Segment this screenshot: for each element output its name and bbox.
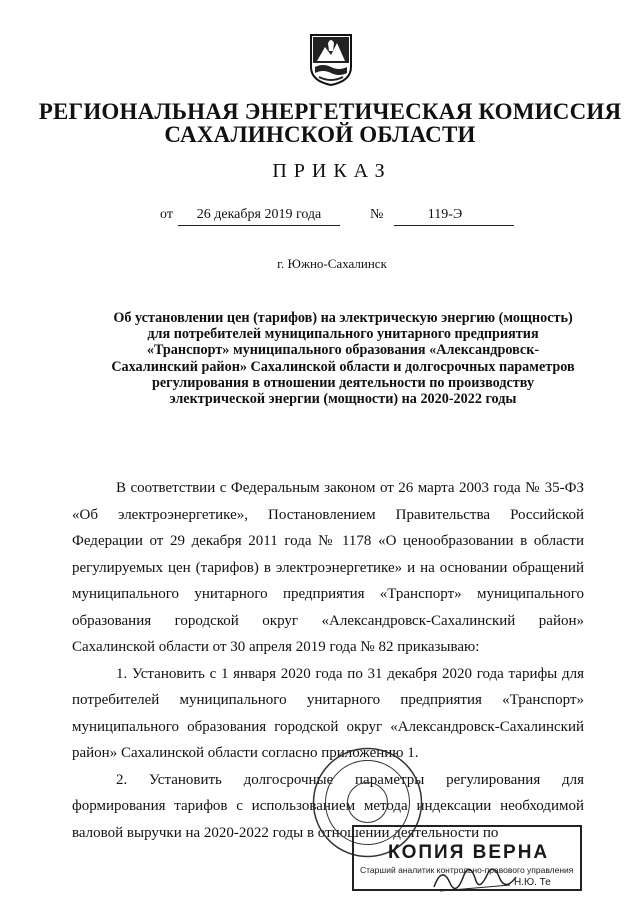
city-line: г. Южно-Сахалинск: [277, 256, 387, 271]
order-number: 119-Э: [427, 207, 463, 222]
signature-icon: [430, 857, 520, 897]
stamp-position: Старший аналитик контрольно-правового управления: [360, 865, 574, 875]
order-date: 26 декабря 2019 года: [196, 207, 322, 222]
date-prefix: от: [160, 207, 173, 222]
document-type-title: ПРИКАЗ: [272, 160, 392, 182]
order-subject: Об установлении цен (тарифов) на электрическую энергию (мощность) для потребителей муниципального унитарного предприятия «Транспорт» муниципального образования «Александровск-Сахалинский район» Сахалинской области и долгосрочных параметров регулирования в отношении деятельности по производству электрической энергии (мощности) на 2020-2022 годы: [111, 310, 575, 408]
coat-of-arms-icon: [309, 33, 353, 87]
paragraph-item-1: 1. Установить с 1 января 2020 года по 31 декабря 2020 года тарифы для потребителей муниципального унитарного предприятия «Транспорт» муниципального образования городской округ «Александровск-Сахалинский район» Сахалинской области согласно приложению 1.: [72, 665, 584, 761]
paragraph-item-2: 2. Установить долгосрочные параметры регулирования для формирования тарифов с использованием метода индексации необходимой валовой выручки на 2020-2022 годы в отношении деятельности по: [72, 771, 584, 841]
number-underline: [394, 225, 514, 226]
date-number-line: [0, 207, 640, 229]
stamp-title: КОПИЯ ВЕРНА: [388, 842, 550, 863]
number-sign: №: [370, 207, 384, 222]
paragraph-preamble: В соответствии с Федеральным законом от 26 марта 2003 года № 35-ФЗ «Об электроэнергетике», Постановлением Правительства Российской Федерации от 29 декабря 2011 года № 1178 «О ценообразовании в области регулируемых цен (тарифов) в электроэнергетике» и на основании обращений муниципального унитарного предприятия «Транспорт» муниципального образования городской округ «Александровск-Сахалинский район» Сахалинской области от 30 апреля 2019 года № 82 приказываю:: [72, 480, 584, 655]
stamp-signer-name: Н.Ю. Те: [514, 877, 551, 888]
organization-name-line1: РЕГИОНАЛЬНАЯ ЭНЕРГЕТИЧЕСКАЯ КОМИССИЯ: [38, 99, 622, 124]
organization-name-line2: САХАЛИНСКОЙ ОБЛАСТИ: [164, 122, 476, 147]
date-underline: [178, 225, 340, 226]
